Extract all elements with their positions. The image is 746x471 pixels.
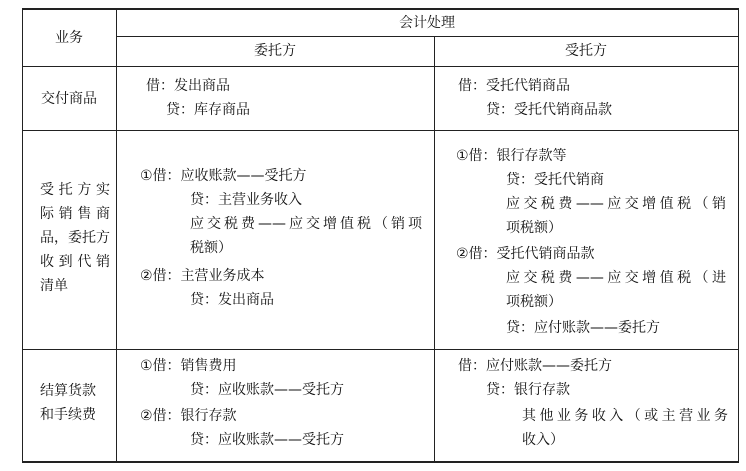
row2-business-line2: 际销售商 [40, 206, 110, 222]
row1-consignor-line2: 贷：库存商品 [166, 102, 250, 118]
row2-consignee-line6: 应交税费——应交增值税（进 [506, 270, 726, 286]
row2-bottom-line [22, 349, 739, 350]
row3-consignor-line2: 贷：应收账款——受托方 [190, 382, 344, 398]
row2-consignee-line4: 项税额） [506, 220, 562, 236]
header-business: 业务 [55, 30, 83, 46]
row2-consignor-line6: 贷：发出商品 [190, 292, 274, 308]
row2-consignor-line2: 贷：主营业务收入 [190, 192, 302, 208]
row3-consignor-line3: ②借：银行存款 [140, 408, 237, 424]
row3-consignor-line4: 贷：应收账款——受托方 [190, 432, 344, 448]
row2-consignor-line5: ②借：主营业务成本 [140, 268, 265, 284]
table-left-border [22, 8, 23, 463]
row2-consignee-line8: 贷：应付账款——委托方 [506, 320, 660, 336]
header-consignor: 委托方 [254, 43, 296, 59]
row2-consignor-line3: 应交税费——应交增值税（销项 [190, 216, 422, 232]
row3-consignee-line3: 其他业务收入（或主营业务 [522, 408, 728, 424]
row3-business-line2: 和手续费 [40, 407, 96, 423]
row1-consignee-line1: 借：受托代销商品 [458, 78, 570, 94]
table-bottom-border [22, 461, 739, 463]
row3-consignee-line1: 借：应付账款——委托方 [458, 358, 612, 374]
row2-business-line5: 清单 [40, 278, 68, 294]
row2-consignee-line7: 项税额） [506, 294, 562, 310]
row2-consignee-line5: ②借：受托代销商品款 [456, 246, 595, 262]
row2-business-line1: 受托方实 [40, 182, 110, 198]
business-col-divider [116, 8, 117, 463]
party-col-divider [434, 36, 435, 463]
row2-consignee-line3: 应交税费——应交增值税（销 [506, 196, 726, 212]
row2-business-line4: 收到代销 [40, 254, 110, 270]
row2-consignor-line1: ①借：应收账款——受托方 [140, 168, 307, 184]
header-bottom-line [22, 66, 739, 67]
row2-consignee-line1: ①借：银行存款等 [456, 148, 567, 164]
table-right-border [738, 8, 739, 463]
header-accounting: 会计处理 [399, 15, 455, 31]
header-mid-line [116, 36, 739, 37]
header-consignee: 受托方 [565, 43, 607, 59]
row3-consignee-line2: 贷：银行存款 [486, 382, 570, 398]
row3-consignor-line1: ①借：销售费用 [140, 358, 237, 374]
row1-consignee-line2: 贷：受托代销商品款 [486, 102, 612, 118]
row3-consignee-line4: 收入） [522, 432, 564, 448]
table-top-border [22, 8, 739, 10]
row2-consignor-line4: 税额） [190, 240, 232, 256]
row1-business: 交付商品 [41, 91, 97, 107]
row1-consignor-line1: 借：发出商品 [146, 78, 230, 94]
row2-consignee-line2: 贷：受托代销商 [506, 172, 604, 188]
row3-business-line1: 结算货款 [40, 383, 96, 399]
row2-business-line3: 品，委托方 [40, 230, 110, 246]
row1-bottom-line [22, 130, 739, 131]
